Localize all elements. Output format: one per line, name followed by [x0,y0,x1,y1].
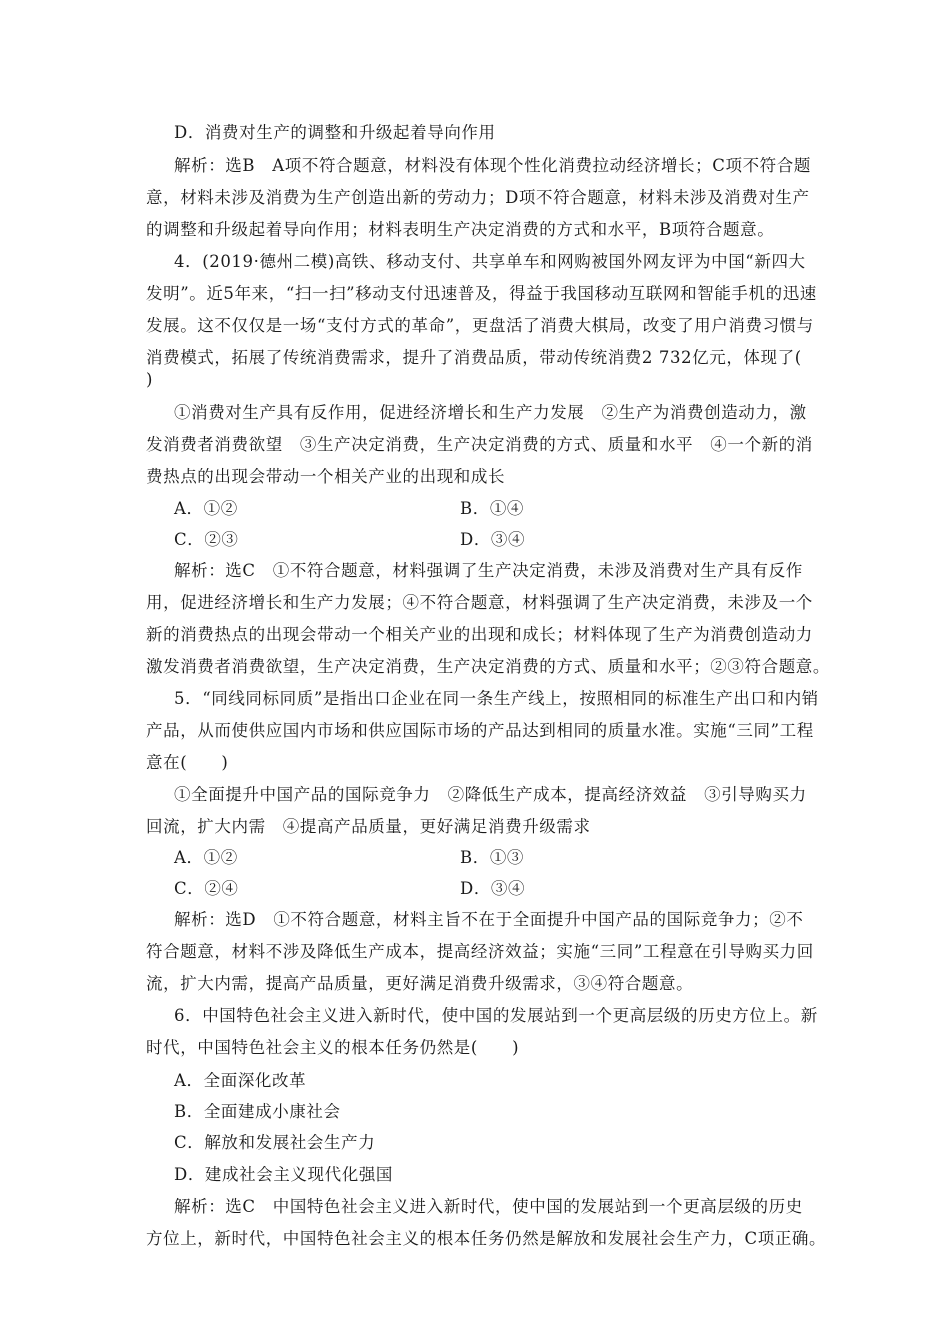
q3-analysis-line-1: 解析：选B A项不符合题意，材料没有体现个性化消费拉动经济增长；C项不符合题 [174,156,811,175]
q6-option-b: B．全面建成小康社会 [174,1102,341,1121]
q5-option-d: D．③④ [460,879,526,898]
q3-analysis-line-2: 意，材料未涉及消费为生产创造出新的劳动力；D项不符合题意，材料未涉及消费对生产 [146,188,810,207]
q5-analysis-line-2: 符合题意，材料不涉及降低生产成本，提高经济效益；实施“三同”工程意在引导购买力回 [146,942,814,961]
q5-stem-line-3: 意在( ) [146,753,229,772]
q6-option-a: A．全面深化改革 [174,1071,307,1090]
q6-option-d: D．建成社会主义现代化强国 [174,1165,394,1184]
q4-statement-line-3: 费热点的出现会带动一个相关产业的出现和成长 [146,467,506,486]
q4-statement-line-2: 发消费者消费欲望 ③生产决定消费，生产决定消费的方式、质量和水平 ④一个新的消 [146,435,813,454]
q6-stem-line-2: 时代，中国特色社会主义的根本任务仍然是( ) [146,1038,520,1057]
q5-analysis-line-3: 流，扩大内需，提高产品质量，更好满足消费升级需求，③④符合题意。 [146,974,694,993]
q5-stem-line-1: 5．“同线同标同质”是指出口企业在同一条生产线上，按照相同的标准生产出口和内销 [174,689,819,708]
q3-option-d: D．消费对生产的调整和升级起着导向作用 [174,123,496,142]
q4-stem-line-2: 发明”。近5年来，“扫一扫”移动支付迅速普及，得益于我国移动互联网和智能手机的迅速 [146,284,817,303]
q6-analysis-line-1: 解析：选C 中国特色社会主义进入新时代，使中国的发展站到一个更高层级的历史 [174,1197,803,1216]
q4-analysis-line-1: 解析：选C ①不符合题意，材料强调了生产决定消费，未涉及消费对生产具有反作 [174,561,803,580]
q5-option-c: C．②④ [174,879,239,898]
q4-stem-line-1: 4．(2019·德州二模)高铁、移动支付、共享单车和网购被国外网友评为中国“新四大 [174,252,806,271]
q4-option-a: A．①② [174,499,238,518]
q4-stem-line-3: 发展。这不仅仅是一场“支付方式的革命”，更盘活了消费大棋局，改变了用户消费习惯与 [146,316,814,335]
q4-option-c: C．②③ [174,530,239,549]
q4-statement-line-1: ①消费对生产具有反作用，促进经济增长和生产力发展 ②生产为消费创造动力，激 [174,403,807,422]
q5-option-b: B．①③ [460,848,525,867]
q4-option-d: D．③④ [460,530,526,549]
q3-analysis-line-3: 的调整和升级起着导向作用；材料表明生产决定消费的方式和水平，B项符合题意。 [146,220,775,239]
q5-stem-line-2: 产品，从而使供应国内市场和供应国际市场的产品达到相同的质量水准。实施“三同”工程 [146,721,814,740]
q6-stem-line-1: 6．中国特色社会主义进入新时代，使中国的发展站到一个更高层级的历史方位上。新 [174,1006,818,1025]
q4-analysis-line-3: 新的消费热点的出现会带动一个相关产业的出现和成长；材料体现了生产为消费创造动力 [146,625,813,644]
q4-option-b: B．①④ [460,499,525,518]
q4-analysis-line-4: 激发消费者消费欲望，生产决定消费，生产决定消费的方式、质量和水平；②③符合题意。 [146,657,830,676]
q5-statement-line-2: 回流，扩大内需 ④提高产品质量，更好满足消费升级需求 [146,817,591,836]
q4-stem-line-4: 消费模式，拓展了传统消费需求，提升了消费品质，带动传统消费2 732亿元，体现了( [146,348,802,367]
q6-option-c: C．解放和发展社会生产力 [174,1133,376,1152]
q5-statement-line-1: ①全面提升中国产品的国际竞争力 ②降低生产成本，提高经济效益 ③引导购买力 [174,785,807,804]
q6-analysis-line-2: 方位上，新时代，中国特色社会主义的根本任务仍然是解放和发展社会生产力，C项正确。 [146,1229,827,1248]
q4-stem-line-5: ) [146,370,154,389]
q5-option-a: A．①② [174,848,238,867]
q5-analysis-line-1: 解析：选D ①不符合题意，材料主旨不在于全面提升中国产品的国际竞争力；②不 [174,910,804,929]
q4-analysis-line-2: 用，促进经济增长和生产力发展；④不符合题意，材料强调了生产决定消费，未涉及一个 [146,593,813,612]
